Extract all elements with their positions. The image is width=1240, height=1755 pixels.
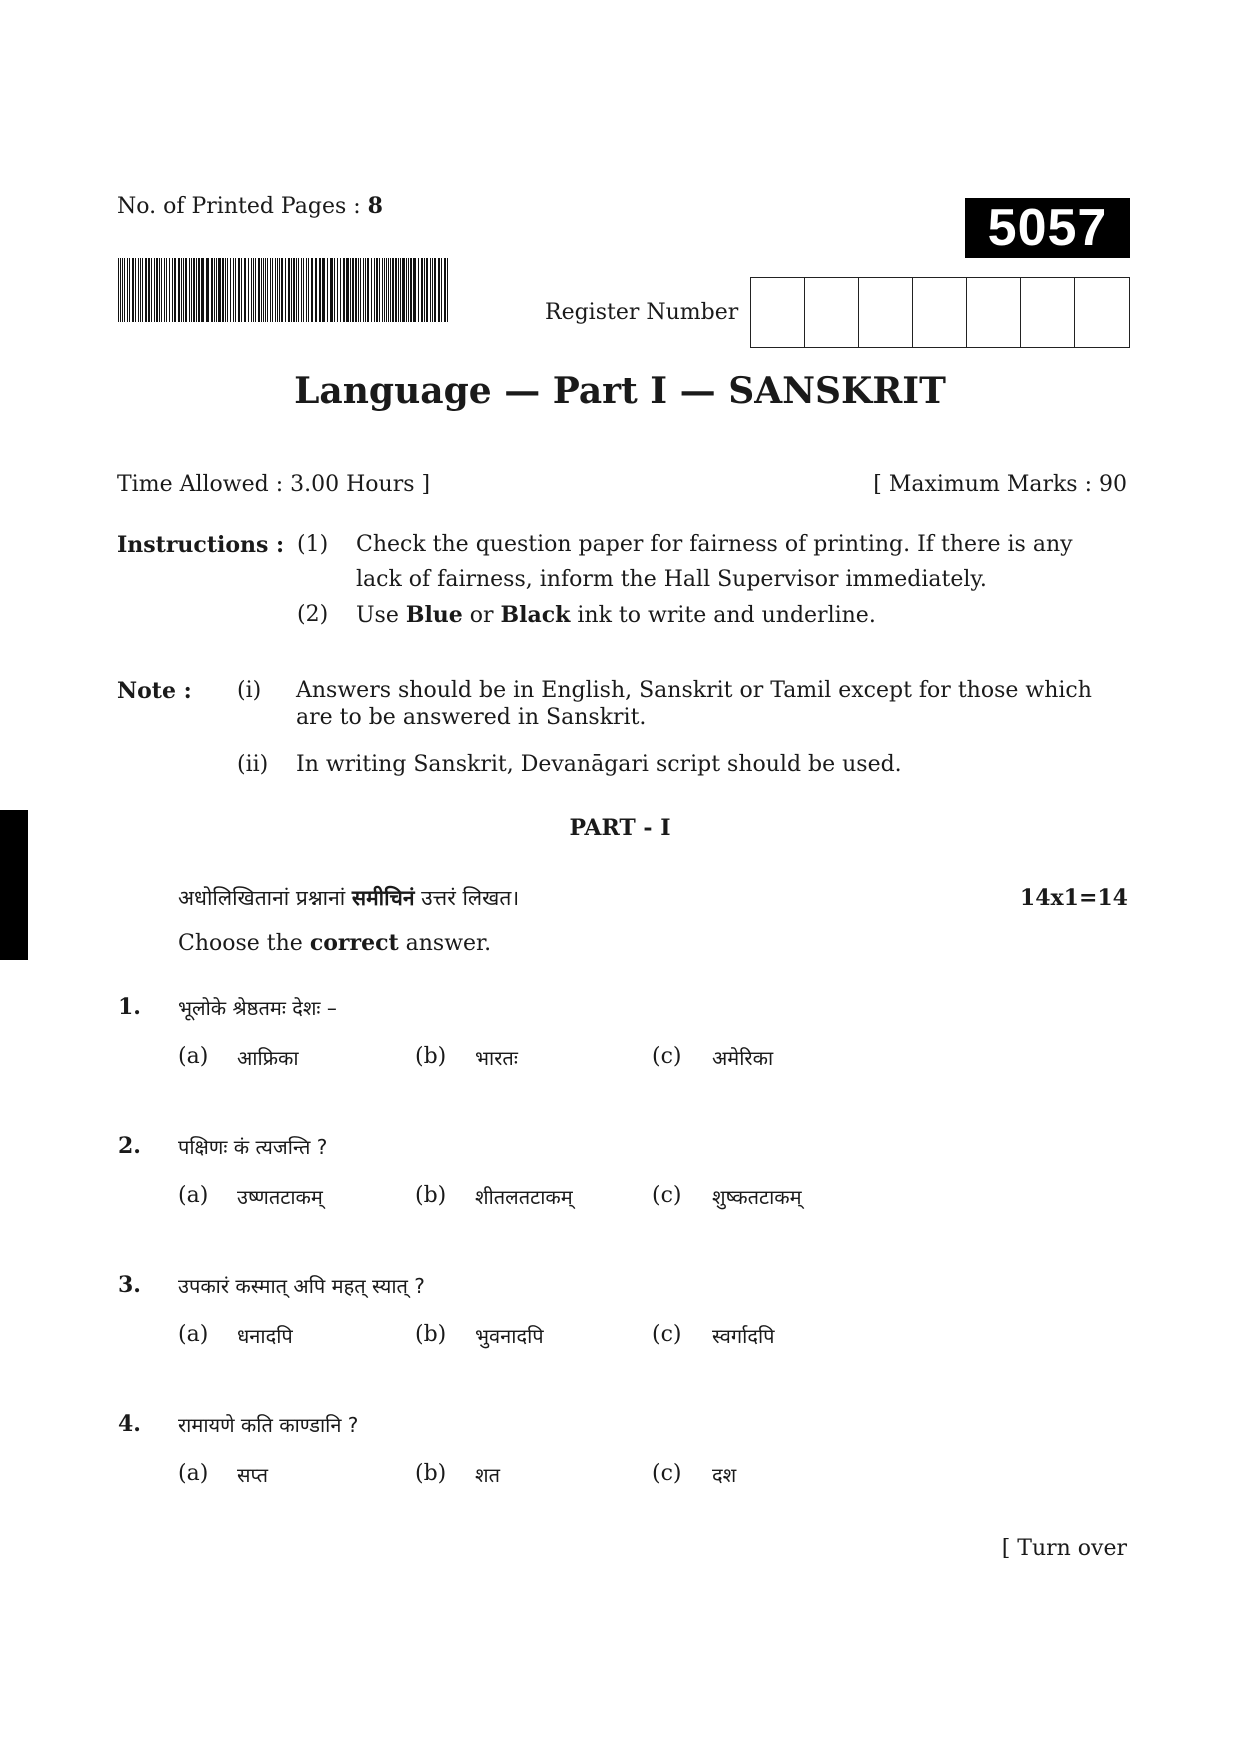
turn-over: [ Turn over <box>1001 1536 1127 1561</box>
barcode-bar <box>402 258 405 322</box>
option-text[interactable]: सप्त <box>237 1463 269 1487</box>
printed-pages-label: No. of Printed Pages : <box>117 194 368 219</box>
barcode-bar <box>122 258 123 322</box>
barcode-bar <box>390 258 391 322</box>
barcode-bar <box>298 258 299 322</box>
barcode-bar <box>322 258 325 322</box>
maximum-marks: [ Maximum Marks : 90 <box>873 472 1127 497</box>
register-digit-box[interactable] <box>805 278 859 347</box>
barcode-bar <box>267 258 268 322</box>
barcode-bar <box>225 258 226 322</box>
question-number: 3. <box>118 1272 141 1298</box>
barcode-bar <box>311 258 313 322</box>
instruction-number: (2) <box>297 602 329 627</box>
option-label: (b) <box>415 1461 447 1486</box>
printed-pages-value: 8 <box>367 193 383 219</box>
barcode-bar <box>178 258 180 322</box>
option-text[interactable]: उष्णतटाकम् <box>237 1185 323 1209</box>
barcode-bar <box>218 258 221 322</box>
barcode-bar <box>201 258 204 322</box>
barcode-bar <box>272 258 273 322</box>
barcode-bar <box>214 258 215 322</box>
barcode-bar <box>352 258 354 322</box>
barcode-bar <box>388 258 389 322</box>
option-text[interactable]: शीतलतटाकम् <box>475 1185 573 1209</box>
barcode-bar <box>296 258 297 322</box>
barcode-bar <box>164 258 165 322</box>
part-marks: 14x1=14 <box>1019 885 1128 911</box>
instruction-text: lack of fairness, inform the Hall Supervisor immediately. <box>356 567 987 592</box>
note-text: Answers should be in English, Sanskrit or Tamil except for those which <box>296 678 1092 703</box>
note-number: (ii) <box>237 752 269 777</box>
barcode-bar <box>343 258 345 322</box>
note-label: Note : <box>117 678 192 704</box>
barcode-bar <box>334 258 335 322</box>
barcode-bar <box>337 258 338 322</box>
option-label: (a) <box>178 1322 209 1347</box>
barcode-bar <box>406 258 407 322</box>
barcode-bar <box>408 258 409 322</box>
barcode-bar <box>233 258 234 322</box>
part-instruction-sanskrit <box>178 884 519 912</box>
barcode-bar <box>222 258 224 322</box>
register-digit-box[interactable] <box>1075 278 1129 347</box>
barcode-bar <box>367 258 369 322</box>
barcode-bar <box>392 258 394 322</box>
barcode-bar <box>135 258 136 322</box>
barcode-bar <box>198 258 200 322</box>
option-label: (c) <box>652 1322 682 1347</box>
barcode-bar <box>124 258 125 322</box>
barcode-bar <box>447 258 448 322</box>
registration-mark <box>0 810 28 960</box>
barcode-bar <box>151 258 152 322</box>
barcode-bar <box>145 258 147 322</box>
option-label: (c) <box>652 1461 682 1486</box>
barcode-bar <box>281 258 283 322</box>
barcode-bar <box>279 258 280 322</box>
barcode-bar <box>255 258 256 322</box>
barcode-bar <box>363 258 364 322</box>
instruction-text <box>356 602 876 628</box>
barcode-bar <box>263 258 264 322</box>
barcode-bar <box>293 258 295 322</box>
part-heading: PART - I <box>569 815 671 841</box>
question-text: भूलोके श्रेष्ठतमः देशः – <box>178 996 337 1020</box>
register-number-boxes[interactable] <box>750 277 1130 348</box>
barcode-bar <box>248 258 249 322</box>
barcode-bar <box>118 258 119 322</box>
barcode-bar <box>174 258 176 322</box>
barcode-bar <box>156 258 158 322</box>
option-text[interactable]: शत <box>475 1463 500 1487</box>
printed-pages <box>117 193 383 219</box>
barcode-bar <box>211 258 213 322</box>
barcode-bar <box>181 258 182 322</box>
text-run: answer. <box>398 931 492 956</box>
barcode-bar <box>315 258 317 322</box>
barcode-bar <box>251 258 252 322</box>
barcode-bar <box>169 258 170 322</box>
barcode-bar <box>376 258 378 322</box>
barcode-bar <box>386 258 387 322</box>
note-number: (i) <box>237 678 262 703</box>
barcode-bar <box>288 258 290 322</box>
barcode-bar <box>424 258 425 322</box>
text-run: Choose the <box>178 931 310 956</box>
barcode-bar <box>379 258 380 322</box>
register-digit-box[interactable] <box>967 278 1021 347</box>
barcode-bar <box>327 258 328 322</box>
barcode-bar <box>410 258 412 322</box>
barcode-bar <box>330 258 333 322</box>
barcode-bar <box>384 258 385 322</box>
barcode-bar <box>189 258 190 322</box>
barcode-bar <box>191 258 192 322</box>
barcode-bar <box>206 258 209 322</box>
option-text[interactable]: भुवनादपि <box>475 1324 544 1348</box>
barcode-bar <box>265 258 266 322</box>
register-digit-box[interactable] <box>913 278 967 347</box>
question-number: 2. <box>118 1133 141 1159</box>
barcode-bar <box>235 258 236 322</box>
barcode-bar <box>261 258 262 322</box>
text-run: उत्तरं लिखत। <box>414 886 520 910</box>
barcode-bar <box>358 258 359 322</box>
question-number: 1. <box>118 994 141 1020</box>
text-run-bold: Black <box>500 602 571 628</box>
barcode-bar <box>432 258 433 322</box>
barcode-bar <box>355 258 357 322</box>
barcode-bar <box>238 258 240 322</box>
instruction-text: Check the question paper for fairness of printing. If there is any <box>356 532 1073 557</box>
barcode-bar <box>285 258 286 322</box>
barcode-bar <box>438 258 440 322</box>
barcode-bar <box>270 258 271 322</box>
barcode-bar <box>434 258 436 322</box>
barcode-bar <box>395 258 397 322</box>
barcode-bar <box>196 258 197 322</box>
barcode-bar <box>371 258 372 322</box>
barcode-bar <box>441 258 442 322</box>
option-text[interactable]: स्वर्गादपि <box>712 1324 775 1348</box>
barcode-bar <box>426 258 428 322</box>
barcode-bar <box>148 258 150 322</box>
barcode-bar <box>166 258 167 322</box>
barcode-bar <box>183 258 184 322</box>
option-text[interactable]: अमेरिका <box>712 1046 774 1070</box>
barcode-bar <box>120 258 121 322</box>
barcode-bar <box>306 258 307 322</box>
text-run: or <box>462 603 501 628</box>
question-text: पक्षिणः कं त्यजन्ति ? <box>178 1135 328 1159</box>
question-number: 4. <box>118 1411 141 1437</box>
register-number-label: Register Number <box>545 300 739 325</box>
option-text[interactable]: शुष्कतटाकम् <box>712 1185 802 1209</box>
barcode-bar <box>258 258 260 322</box>
question-text: रामायणे कति काण्डानि ? <box>178 1413 359 1437</box>
text-run: अधोलिखितानां प्रश्नानां <box>178 886 352 910</box>
barcode-bar <box>360 258 361 322</box>
barcode-bar <box>303 258 304 322</box>
barcode-bar <box>398 258 399 322</box>
question-text: उपकारं कस्मात् अपि महत् स्यात् ? <box>178 1274 425 1298</box>
register-digit-box[interactable] <box>1021 278 1075 347</box>
paper-code: 5057 <box>965 198 1130 258</box>
barcode-bar <box>129 258 130 322</box>
barcode-bar <box>382 258 383 322</box>
barcode-bar <box>340 258 341 322</box>
barcode-bar <box>172 258 173 322</box>
barcode-bar <box>138 258 139 322</box>
option-text[interactable]: धनादपि <box>237 1324 293 1348</box>
option-text[interactable]: भारतः <box>475 1046 518 1070</box>
barcode-bar <box>291 258 292 322</box>
option-text[interactable]: आफ्रिका <box>237 1046 299 1070</box>
barcode-bar <box>216 258 217 322</box>
barcode-bar <box>365 258 366 322</box>
text-run: ink to write and underline. <box>570 603 876 628</box>
register-digit-box[interactable] <box>859 278 913 347</box>
option-label: (a) <box>178 1183 209 1208</box>
barcode-bar <box>308 258 309 322</box>
barcode-bar <box>142 258 143 322</box>
barcode-bar <box>301 258 302 322</box>
barcode-bar <box>185 258 187 322</box>
barcode-bar <box>346 258 349 322</box>
text-run-bold: correct <box>309 930 399 956</box>
barcode-bar <box>400 258 401 322</box>
barcode-bar <box>161 258 162 322</box>
barcode <box>118 258 448 322</box>
text-run-bold: Blue <box>405 602 463 628</box>
barcode-bar <box>241 258 242 322</box>
barcode-bar <box>444 258 446 322</box>
barcode-bar <box>230 258 231 322</box>
barcode-bar <box>421 258 423 322</box>
option-label: (a) <box>178 1461 209 1486</box>
note-text: are to be answered in Sanskrit. <box>296 705 647 730</box>
option-label: (c) <box>652 1044 682 1069</box>
option-text[interactable]: दश <box>712 1463 737 1487</box>
barcode-bar <box>275 258 276 322</box>
barcode-bar <box>132 258 134 322</box>
barcode-bar <box>127 258 128 322</box>
text-run-bold: समीचिनं <box>351 886 415 910</box>
barcode-bar <box>140 258 141 322</box>
barcode-bar <box>253 258 254 322</box>
barcode-bar <box>319 258 321 322</box>
register-digit-box[interactable] <box>751 278 805 347</box>
barcode-bar <box>244 258 246 322</box>
barcode-bar <box>277 258 278 322</box>
barcode-bar <box>159 258 160 322</box>
instructions-label: Instructions : <box>117 532 285 558</box>
barcode-bar <box>374 258 375 322</box>
time-allowed: Time Allowed : 3.00 Hours ] <box>117 472 431 497</box>
option-label: (b) <box>415 1183 447 1208</box>
option-label: (b) <box>415 1044 447 1069</box>
barcode-bar <box>430 258 431 322</box>
option-label: (c) <box>652 1183 682 1208</box>
part-instruction-english <box>178 930 491 956</box>
barcode-bar <box>154 258 155 322</box>
barcode-bar <box>350 258 351 322</box>
text-run: Use <box>356 603 406 628</box>
note-text: In writing Sanskrit, Devanāgari script should be used. <box>296 752 902 777</box>
barcode-bar <box>193 258 195 322</box>
barcode-bar <box>227 258 228 322</box>
instruction-number: (1) <box>297 532 329 557</box>
page-title: Language — Part I — SANSKRIT <box>294 370 946 412</box>
barcode-bar <box>413 258 416 322</box>
option-label: (b) <box>415 1322 447 1347</box>
barcode-bar <box>418 258 419 322</box>
option-label: (a) <box>178 1044 209 1069</box>
